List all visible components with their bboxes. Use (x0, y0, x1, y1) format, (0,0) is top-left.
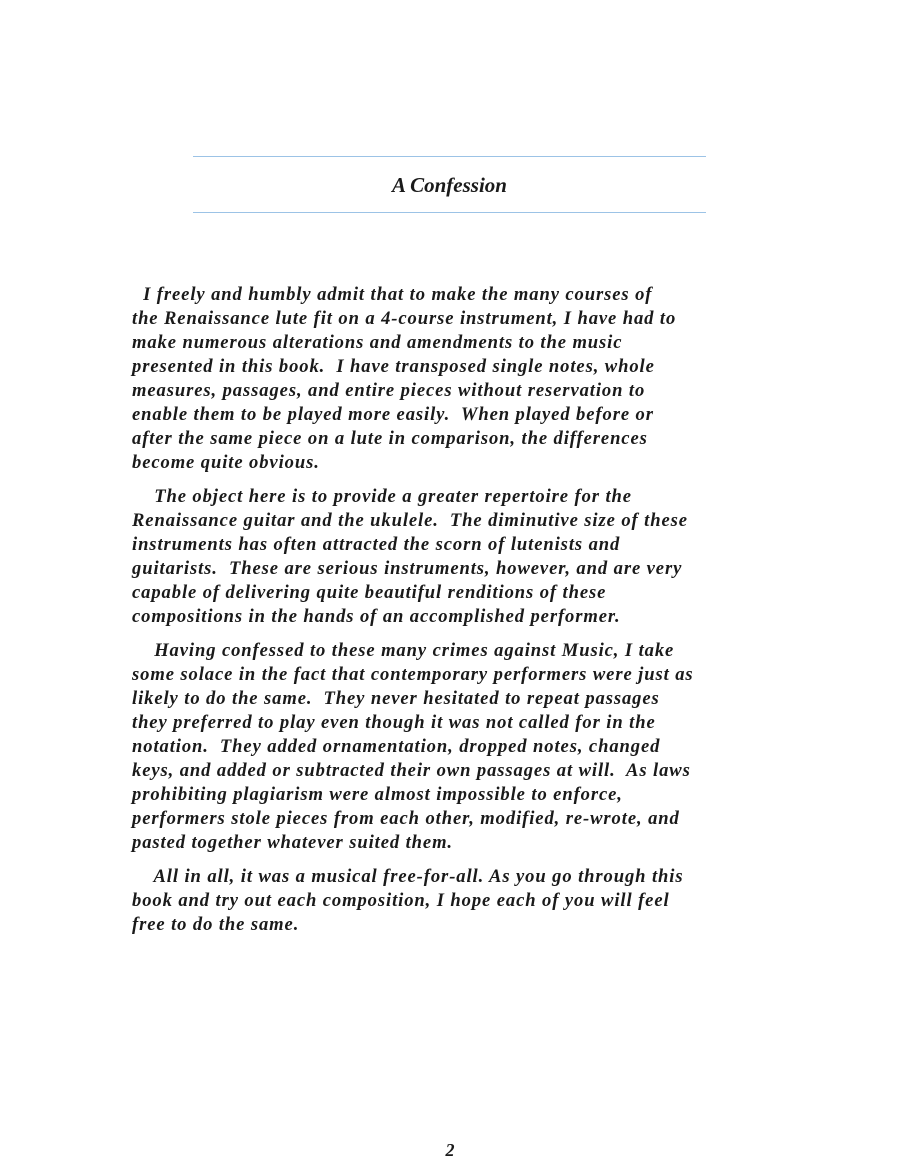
paragraph-line: some solace in the fact that contemporary performers were just as (132, 664, 694, 685)
paragraph-4 (132, 865, 782, 937)
paragraph-line: they preferred to play even though it was not called for in the (132, 712, 656, 733)
paragraph-line: keys, and added or subtracted their own passages at will. As laws (132, 760, 691, 781)
title-top-rule (193, 156, 706, 157)
paragraph-line: make numerous alterations and amendments to the music (132, 332, 623, 353)
paragraph-line: become quite obvious. (132, 452, 320, 473)
paragraph-line: The object here is to provide a greater repertoire for the (132, 486, 632, 507)
page-number: 2 (445, 1140, 455, 1160)
paragraph-line: book and try out each composition, I hope each of you will feel (132, 890, 670, 911)
paragraph-line: guitarists. These are serious instruments, however, and are very (132, 558, 683, 579)
body-text (132, 283, 782, 947)
title-bottom-rule (193, 212, 706, 213)
paragraph-line: All in all, it was a musical free-for-all. As you go through this (132, 866, 684, 887)
paragraph-line: prohibiting plagiarism were almost impossible to enforce, (132, 784, 623, 805)
paragraph-line: Having confessed to these many crimes against Music, I take (132, 640, 675, 661)
paragraph-line: performers stole pieces from each other, modified, re-wrote, and (132, 808, 680, 829)
paragraph-line: free to do the same. (132, 914, 300, 935)
paragraph-line: measures, passages, and entire pieces without reservation to (132, 380, 646, 401)
paragraph-line: presented in this book. I have transposed single notes, whole (132, 356, 655, 377)
paragraph-line: Renaissance guitar and the ukulele. The diminutive size of these (132, 510, 688, 531)
paragraph-line: the Renaissance lute fit on a 4-course instrument, I have had to (132, 308, 677, 329)
page-title: A Confession (392, 173, 507, 197)
paragraph-line: enable them to be played more easily. When played before or (132, 404, 654, 425)
paragraph-line: notation. They added ornamentation, dropped notes, changed (132, 736, 661, 757)
paragraph-line: capable of delivering quite beautiful renditions of these (132, 582, 607, 603)
paragraph-line: instruments has often attracted the scorn of lutenists and (132, 534, 621, 555)
paragraph-line: compositions in the hands of an accomplished performer. (132, 606, 621, 627)
paragraph-line: likely to do the same. They never hesitated to repeat passages (132, 688, 660, 709)
paragraph-1 (132, 283, 782, 475)
paragraph-3 (132, 639, 782, 855)
paragraph-line: pasted together whatever suited them. (132, 832, 453, 853)
paragraph-2 (132, 485, 782, 629)
paragraph-line: I freely and humbly admit that to make the many courses of (132, 284, 653, 305)
paragraph-line: after the same piece on a lute in comparison, the differences (132, 428, 648, 449)
